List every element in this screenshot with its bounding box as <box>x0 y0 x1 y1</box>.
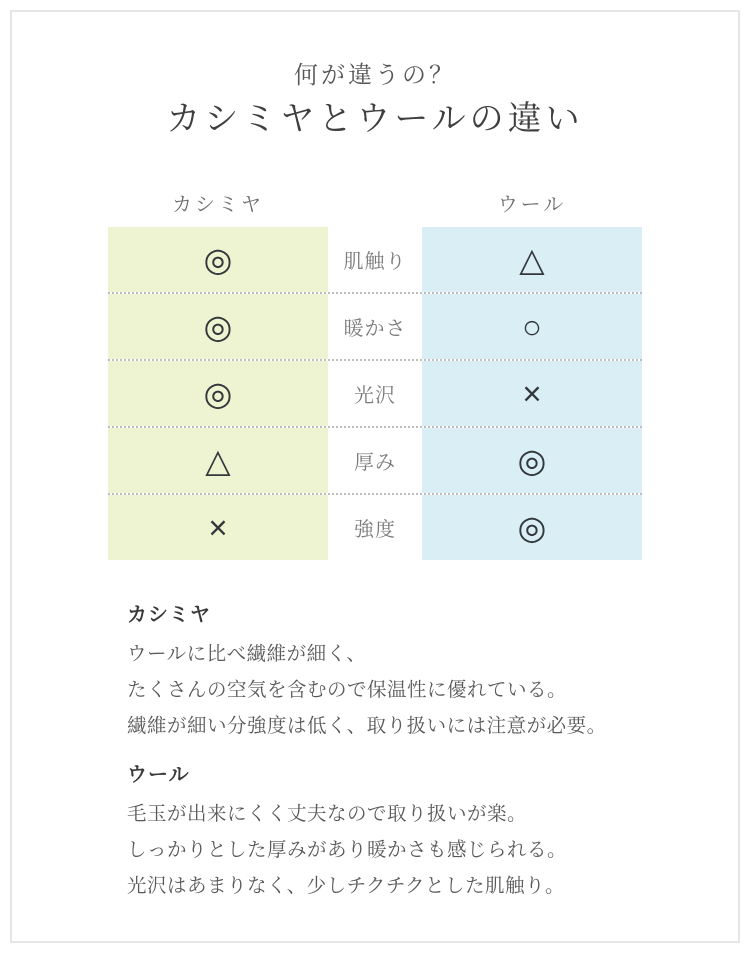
table-row <box>108 227 642 292</box>
section-line: しっかりとした厚みがあり暖かさも感じられる。 <box>127 839 568 861</box>
rating-symbol: ○ <box>522 308 542 345</box>
rating-symbol: × <box>208 509 228 546</box>
table-row <box>108 426 642 493</box>
attribute-label: 暖かさ <box>343 318 407 340</box>
section-body <box>127 796 698 904</box>
attribute-label: 光沢 <box>354 385 396 407</box>
page-frame <box>10 10 740 943</box>
column-header-cashmere: カシミヤ <box>172 194 264 216</box>
rating-symbol: ◎ <box>203 375 233 412</box>
page-subtitle: 何が違うの？ <box>294 63 456 89</box>
attribute-label: 強度 <box>354 519 396 541</box>
table-row <box>108 359 642 426</box>
rating-symbol: △ <box>205 442 231 479</box>
rating-symbol: ◎ <box>203 308 233 345</box>
rating-wool <box>422 361 642 426</box>
rating-cashmere <box>108 495 328 560</box>
rating-wool <box>422 227 642 292</box>
table-header-row <box>108 187 642 227</box>
section-line: 繊維が細い分強度は低く、取り扱いには注意が必要。 <box>127 715 607 737</box>
attribute-label-cell <box>328 428 422 493</box>
table-row <box>108 292 642 359</box>
section-line: 毛玉が出来にくく丈夫なので取り扱いが楽。 <box>127 803 528 825</box>
rating-cashmere <box>108 227 328 292</box>
section-line: たくさんの空気を含むので保温性に優れている。 <box>127 679 568 701</box>
section-cashmere <box>127 602 698 744</box>
rating-symbol: ◎ <box>517 442 547 479</box>
rating-cashmere <box>108 361 328 426</box>
rating-symbol: ◎ <box>517 509 547 546</box>
page-title: カシミヤとウールの違い <box>166 101 584 138</box>
section-wool <box>127 762 698 904</box>
attribute-label-cell <box>328 495 422 560</box>
rating-symbol: △ <box>519 241 545 278</box>
rating-cashmere <box>108 294 328 359</box>
attribute-label-cell <box>328 294 422 359</box>
rating-symbol: ◎ <box>203 241 233 278</box>
attribute-label-cell <box>328 227 422 292</box>
section-heading: ウール <box>127 764 190 786</box>
attribute-label: 厚み <box>354 452 396 474</box>
comparison-table <box>108 187 642 560</box>
rating-wool <box>422 428 642 493</box>
rating-symbol: × <box>522 375 542 412</box>
attribute-label: 肌触り <box>343 251 407 273</box>
table-row <box>108 493 642 560</box>
section-line: 光沢はあまりなく、少しチクチクとした肌触り。 <box>127 875 566 897</box>
rating-cashmere <box>108 428 328 493</box>
rating-wool <box>422 294 642 359</box>
rating-wool <box>422 495 642 560</box>
section-body <box>127 636 698 744</box>
title-block <box>12 64 738 137</box>
section-heading: カシミヤ <box>127 604 211 626</box>
column-header-wool: ウール <box>497 194 567 216</box>
section-line: ウールに比べ繊維が細く、 <box>127 643 367 665</box>
attribute-label-cell <box>328 361 422 426</box>
